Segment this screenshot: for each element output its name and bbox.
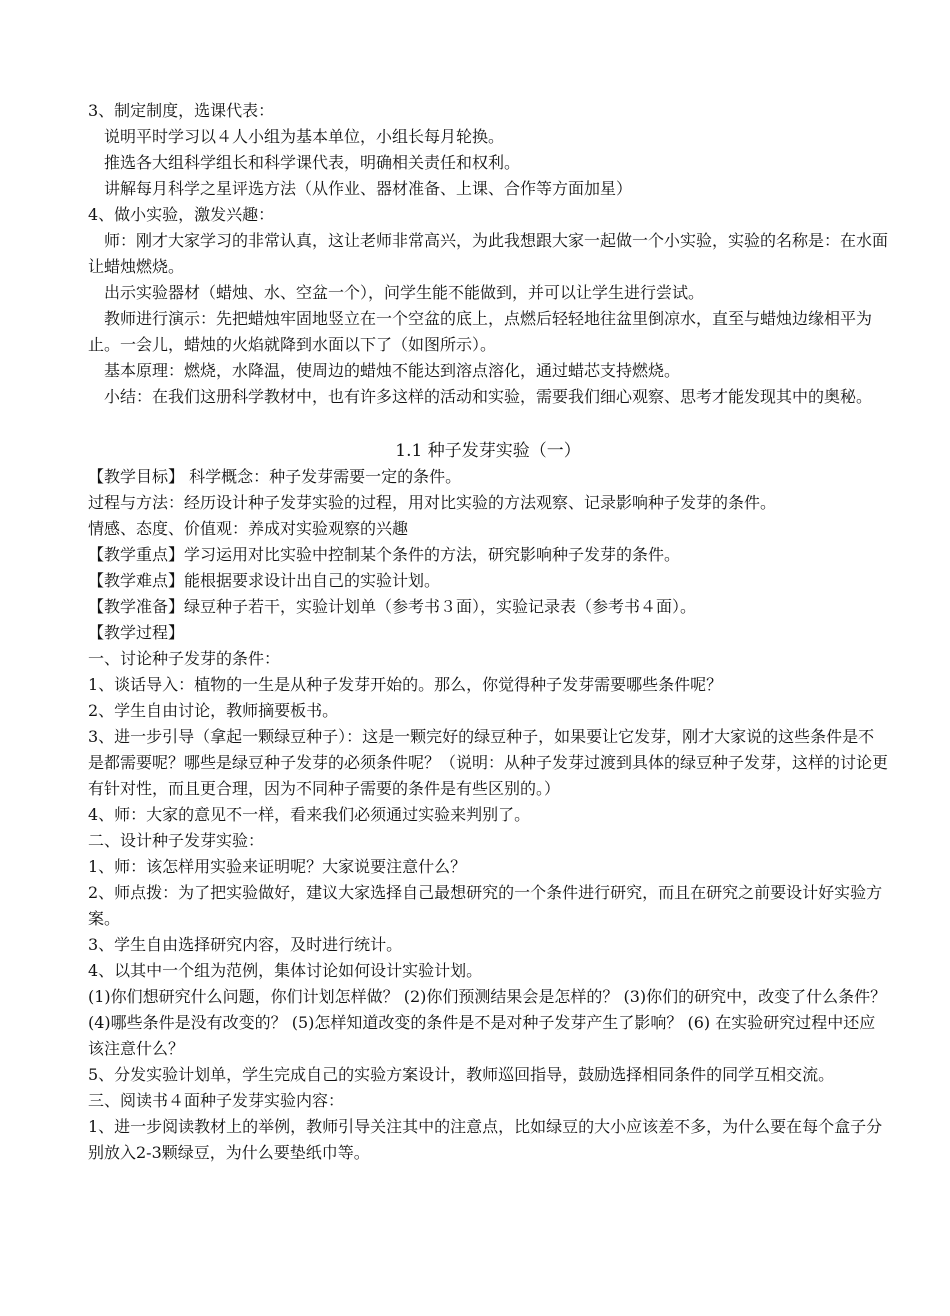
paragraph: 推选各大组科学组长和科学课代表，明确相关责任和权利。 <box>104 153 521 172</box>
attitude-values: 情感、态度、价值观：养成对实验观察的兴趣 <box>88 519 409 538</box>
teaching-process: 【教学过程】 <box>88 623 185 642</box>
process-method: 过程与方法：经历设计种子发芽实验的过程，用对比实验的方法观察、记录影响种子发芽的条件。 <box>88 493 777 512</box>
document-page <box>88 98 888 1166</box>
section-heading: 4、做小实验，激发兴趣： <box>88 205 275 224</box>
section-heading: 3、制定制度，选课代表： <box>88 101 275 120</box>
list-item: 2、学生自由讨论，教师摘要板书。 <box>88 701 339 720</box>
paragraph: 师：刚才大家学习的非常认真，这让老师非常高兴，为此我想跟大家一起做一个小实验，实验的名称是：在水面让蜡烛燃烧。 <box>88 231 889 276</box>
paragraph: 小结：在我们这册科学教材中，也有许多这样的活动和实验，需要我们细心观察、思考才能发现其中的奥秘。 <box>104 387 873 406</box>
section-heading: 一、讨论种子发芽的条件： <box>88 649 281 668</box>
list-item: 4、师：大家的意见不一样，看来我们必须通过实验来判别了。 <box>88 805 531 824</box>
paragraph: 教师进行演示：先把蜡烛牢固地竖立在一个空盆的底上，点燃后轻轻地往盆里倒凉水，直至与蜡烛边缘相平为止。一会儿，蜡烛的火焰就降到水面以下了（如图所示）。 <box>88 309 873 354</box>
teaching-preparation: 【教学准备】绿豆种子若干，实验计划单（参考书３面），实验记录表（参考书４面）。 <box>88 597 697 616</box>
list-item: 3、学生自由选择研究内容，及时进行统计。 <box>88 935 403 954</box>
list-item: 4、以其中一个组为范例，集体讨论如何设计实验计划。 <box>88 961 483 980</box>
paragraph: 出示实验器材（蜡烛、水、空盆一个），问学生能不能做到，并可以让学生进行尝试。 <box>104 283 705 302</box>
list-item: 5、分发实验计划单，学生完成自己的实验方案设计，教师巡回指导，鼓励选择相同条件的同学互相交流。 <box>88 1065 835 1084</box>
paragraph: 讲解每月科学之星评选方法（从作业、器材准备、上课、合作等方面加星） <box>104 179 633 198</box>
list-item: 1、进一步阅读教材上的举例，教师引导关注其中的注意点，比如绿豆的大小应该差不多，为什么要在每个盒子分别放入2-3颗绿豆，为什么要垫纸巾等。 <box>88 1117 883 1162</box>
list-item: 1、谈话导入：植物的一生是从种子发芽开始的。那么，你觉得种子发芽需要哪些条件呢？ <box>88 675 723 694</box>
list-item: 2、师点拨：为了把实验做好，建议大家选择自己最想研究的一个条件进行研究，而且在研究之前要设计好实验方案。 <box>88 883 883 928</box>
teaching-difficulty: 【教学难点】能根据要求设计出自己的实验计划。 <box>88 571 441 590</box>
teaching-key-point: 【教学重点】学习运用对比实验中控制某个条件的方法，研究影响种子发芽的条件。 <box>88 545 681 564</box>
paragraph: 基本原理：燃烧，水降温，使周边的蜡烛不能达到溶点溶化，通过蜡芯支持燃烧。 <box>104 361 681 380</box>
list-item: 1、师：该怎样用实验来证明呢？大家说要注意什么？ <box>88 857 467 876</box>
teaching-goal: 【教学目标】 科学概念：种子发芽需要一定的条件。 <box>88 467 462 486</box>
question-list: (1)你们想研究什么问题，你们计划怎样做？ (2)你们预测结果会是怎样的？ (3)你们的研究中，改变了什么条件？ (4)哪些条件是没有改变的？ (5)怎样知道改变的条件是不是对种子发芽产生了影响？ (6) 在实验研究过程中还应该注意什么？ <box>88 987 887 1058</box>
list-item: 3、进一步引导（拿起一颗绿豆种子）：这是一颗完好的绿豆种子，如果要让它发芽，刚才大家说的这些条件是不是都需要呢？哪些是绿豆种子发芽的必须条件呢？（说明：从种子发芽过渡到具体的绿豆种子发芽，这样的讨论更有针对性，而且更合理，因为不同种子需要的条件是有些区别的。） <box>88 727 889 798</box>
section-heading: 二、设计种子发芽实验： <box>88 831 265 850</box>
paragraph: 说明平时学习以４人小组为基本单位，小组长每月轮换。 <box>104 127 505 146</box>
section-heading: 三、阅读书４面种子发芽实验内容： <box>88 1091 345 1110</box>
lesson-title: 1.1 种子发芽实验（一） <box>395 441 581 461</box>
